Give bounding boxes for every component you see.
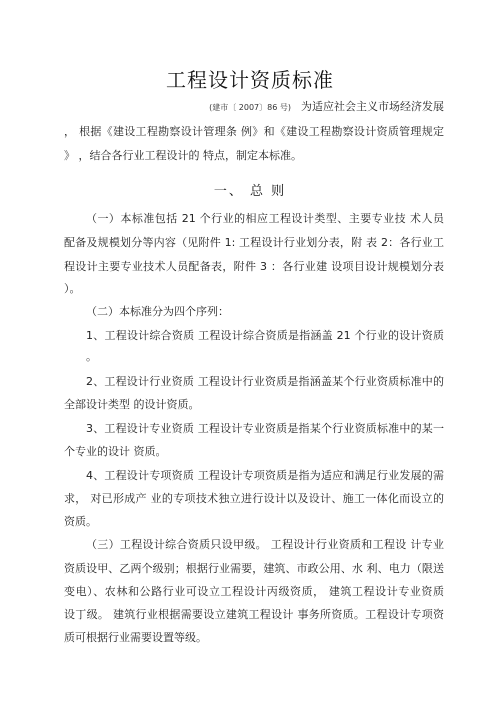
paragraph-line: 资质设甲、乙两个级别；根据行业需要，建筑、市政公用、水 利、电力（限送 [64, 562, 444, 575]
paragraph-line: 程设计主要专业技术人员配备表，附件 3 ：各行业建 设项目设计规模划分表 [64, 260, 444, 273]
paragraph-line: 求， 对已形成产 业的专项技术独立进行设计以及设计、施工一体化而设立的 [64, 492, 444, 505]
paragraph-line: 资质。 [64, 515, 97, 528]
paragraph-line: 配备及规模划分等内容（见附件 1: 工程设计行业划分表，附 表 2：各行业工 [64, 236, 444, 249]
intro-line-1 [64, 100, 444, 115]
paragraph-line: 设丁级。 建筑行业根据需要设立建筑工程设计 事务所资质。工程设计专项资 [64, 608, 444, 621]
paragraph-line: 2、工程设计行业资质 工程设计行业资质是指涵盖某个行业资质标准中的 [86, 375, 444, 388]
paragraph-line: 全部设计类型 的设计资质。 [64, 398, 200, 411]
paragraph-line: ）。 [64, 282, 81, 295]
paragraph-line: 。 [86, 350, 97, 363]
intro-lead-text: 为适应社会主义市场经济发展 [301, 100, 444, 113]
paragraph-line: 3、工程设计专业资质 工程设计专业资质是指某个行业资质标准中的某一 [86, 422, 444, 435]
paragraph-line: （三）工程设计综合资质只设甲级。 工程设计行业资质和工程设 计专业 [86, 538, 444, 551]
paragraph-line: 个专业的设计 资质。 [64, 445, 167, 458]
intro-line-3: 》 ，结合各行业工程设计的 特点，制定本标准。 [64, 149, 302, 162]
paragraph-line: 变电）、农林和公路行业可设立工程设计丙级资质， 建筑工程设计专业资质 [64, 585, 444, 598]
document-reference: (建市〔 2007〕86 号) [209, 103, 291, 112]
paragraph-line: 质可根据行业需要设置等级。 [64, 631, 207, 644]
paragraph-line: （二）本标准分为四个序列： [86, 305, 229, 318]
paragraph-line: （一）本标准包括 21 个行业的相应工程设计类型、主要专业技 术人员 [86, 212, 444, 225]
document-title: 工程设计资质标准 [166, 68, 334, 92]
intro-line-2: ， 根据《建设工程勘察设计管理条 例》和《建设工程勘察设计资质管理规定 [64, 125, 444, 138]
section-heading: 一、 总 则 [213, 184, 287, 199]
paragraph-line: 4、工程设计专项资质 工程设计专项资质是指为适应和满足行业发展的需 [86, 469, 444, 482]
paragraph-line: 1、工程设计综合资质 工程设计综合资质是指涵盖 21 个行业的设计资质 [86, 329, 444, 342]
